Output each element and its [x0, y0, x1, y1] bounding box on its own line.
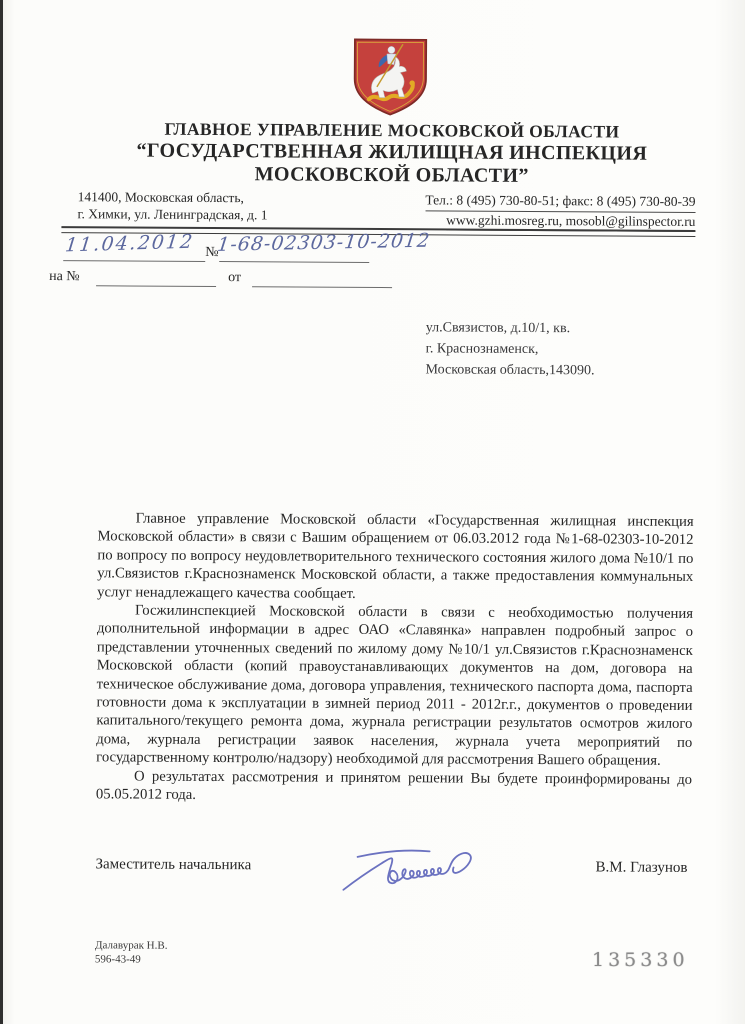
number-underline [219, 261, 369, 263]
signer-title: Заместитель начальника [95, 856, 252, 874]
reply-date-underline [252, 286, 392, 288]
executor-name: Далавурак Н.В. [94, 939, 168, 952]
recipient-region-zip: Московская область,143090. [425, 362, 595, 379]
number-sign-label: № [205, 244, 219, 261]
executor-phone: 596-43-49 [94, 952, 141, 966]
org-contacts [425, 191, 695, 232]
incoming-reference-row [49, 266, 469, 293]
org-name-line1: ГЛАВНОЕ УПРАВЛЕНИЕ МОСКОВСКОЙ ОБЛАСТИ [164, 118, 620, 142]
org-name-line2: “ГОСУДАРСТВЕННАЯ ЖИЛИЩНАЯ ИНСПЕКЦИЯ [136, 139, 648, 165]
org-website-email: www.gzhi.mosreg.ru, mosobl@gilinspector.ru [446, 211, 695, 232]
executor-info [95, 939, 168, 966]
body-paragraph-1: Главное управление Московской области «Государственная жилищная инспекция Московской области» в связи с Вашим обращением от 06.03.2012 года №1-68-02303-10-2012 по вопросу по вопросу неудовлетворительного технического состояния жилого дома №10/1 по ул.Связистов г.Краснознаменск Московской области, а также предоставления коммунальных услуг ненадлежащего качества сообщает. [97, 510, 694, 602]
recipient-street: ул.Связистов, д.10/1, кв. [425, 320, 571, 337]
handwritten-signature-icon [333, 826, 483, 905]
org-phone-fax: Тел.: 8 (495) 730-80-51; факс: 8 (495) 730-80-39 [425, 191, 695, 212]
body-paragraph-3: О результатах рассмотрения и принятом решении Вы будете проинформированы до 05.05.2012 года. [95, 768, 693, 804]
moscow-region-coat-of-arms-icon [345, 36, 435, 119]
scan-edge-artifact [0, 0, 3, 1024]
org-name-line3: МОСКОВСКОЙ ОБЛАСТИ” [254, 163, 529, 187]
reply-number-label: на № [49, 269, 80, 285]
letterhead-info-row [77, 189, 695, 232]
recipient-address [425, 317, 594, 381]
recipient-city: г. Краснознаменск, [425, 341, 539, 358]
registration-block [49, 229, 469, 297]
signer-name: В.М. Глазунов [595, 859, 688, 876]
reply-from-label: от [228, 270, 242, 286]
reply-number-underline [96, 285, 216, 287]
date-underline [63, 260, 205, 262]
org-address [77, 189, 267, 223]
letter-body [96, 509, 694, 807]
body-paragraph-2: Госжилинспекцией Московской области в связи с необходимостью получения дополнительной информации в адрес ОАО «Славянка» направлен подробный запрос о представлении уточненных сведений по жилому дому №10/1 ул.Связистов г.Краснознаменск Московской области (копий правоустанавливающих документов на дом, договора на техническое обслуживание дома, договора управления, технического паспорта дома, паспорта готовности дома к эксплуатации в зимней период 2011 - 2012г.г., документов о проведении капитального/текущего ремонта дома, журнала регистрации результатов осмотров жилого дома, журнала регистрации заявок населения, журнала учета мероприятий по государственному контролю/надзору) необходимой для рассмотрения Вашего обращения. [96, 602, 694, 770]
org-address-line2: г. Химки, ул. Ленинградская, д. 1 [77, 205, 268, 222]
org-address-line1: 141400, Московская область, [77, 189, 244, 206]
signature-row [95, 856, 688, 876]
handwritten-date: 11.04.2012 [64, 230, 196, 257]
stamped-number: 135330 [592, 949, 689, 971]
handwritten-outgoing-number: 1-68-02303-10-2012 [216, 229, 432, 256]
letterhead-title [72, 118, 712, 189]
